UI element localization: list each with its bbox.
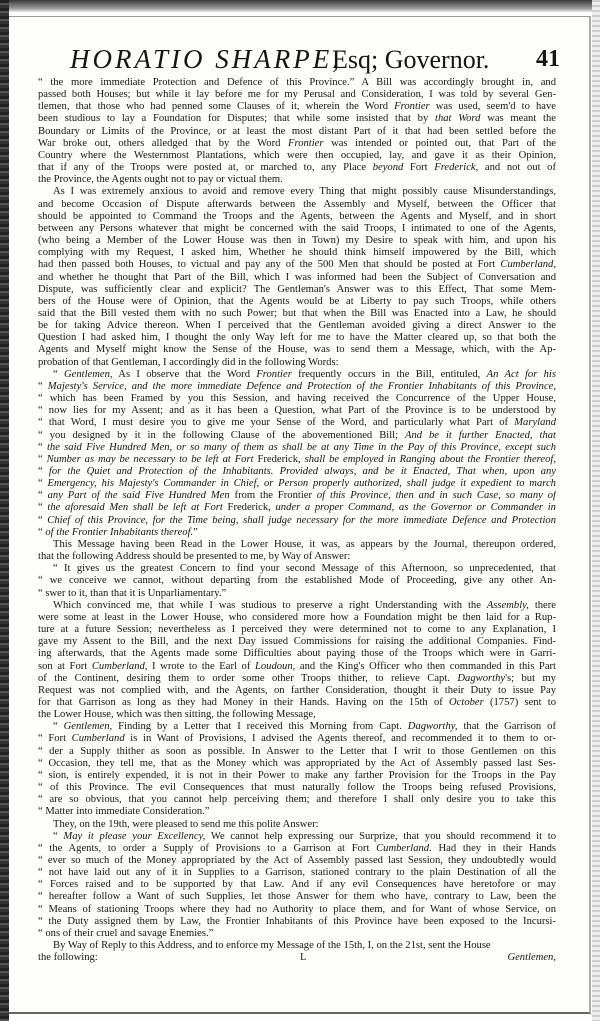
italic-text: Loudoun, xyxy=(254,660,296,672)
italic-text: Frontier xyxy=(394,101,430,113)
italic-text: that Word xyxy=(435,113,481,125)
italic-text: Majesty's Service, and the more immediate Defence and Protection of the Frontier Inhabitants of this Province, xyxy=(47,380,556,392)
text-line xyxy=(38,381,556,393)
text-line xyxy=(38,211,556,223)
scan-edge-right xyxy=(592,0,600,1021)
italic-text: Gentlemen, xyxy=(64,368,113,380)
paragraphs xyxy=(38,77,556,952)
italic-text: Cumberland. xyxy=(376,842,432,854)
text-line xyxy=(38,746,556,758)
running-header xyxy=(70,44,560,78)
text-segment: that if any of the Troops were posted at, or marched to, any Place xyxy=(38,162,373,174)
page-number: 41 xyxy=(536,46,560,72)
paragraph xyxy=(38,600,556,722)
text-segment: By Way of Reply to this Address, and to enforce my Message of the 15th, I, on the 21st, sent the House xyxy=(53,940,491,952)
text-segment: Question I had asked him, I thought the only Way left for me to have the Matter cleared up, so that both the xyxy=(38,332,556,344)
text-line xyxy=(38,758,556,770)
text-line xyxy=(38,442,556,454)
text-line xyxy=(38,332,556,344)
text-segment: gave my Assent to the Bill, and the next Day issued Commissions for raising the additional Companies. Find- xyxy=(38,636,556,648)
text-segment: and become Occasion of Dispute afterwards between the Assembly and Myself, between the Officer that xyxy=(38,198,556,210)
paragraph xyxy=(38,721,556,818)
text-line xyxy=(38,794,556,806)
header-name: HORATIO SHARPE, xyxy=(70,44,342,74)
italic-text: October xyxy=(449,696,484,708)
final-line xyxy=(38,952,556,964)
italic-text: Frontier xyxy=(288,137,324,149)
text-segment: “ sion, is entirely expended, it is not in their Power to make any farther Provision for the Troops in the Pay xyxy=(38,769,556,781)
text-segment: Frederick, xyxy=(253,453,305,465)
text-line xyxy=(38,733,556,745)
text-segment: “ now lies for my Assent; and as it has been a Question, what Part of the Province is to be understood by xyxy=(38,405,556,417)
text-segment: “ der a Supply thither as soon as possible. In Answer to the Letter that I writ to those Gentlemen on this xyxy=(38,745,556,757)
text-line xyxy=(38,344,556,356)
italic-text: Cumberland, xyxy=(500,259,556,271)
text-line xyxy=(38,685,556,697)
text-line xyxy=(38,101,556,113)
text-segment: This Message having been Read in the Lower House, it was, as appears by the Journal, thereupon ordered, xyxy=(53,538,556,550)
text-line xyxy=(38,831,556,843)
text-line xyxy=(38,357,556,369)
text-segment: Country where the Westernmost Plantations, which were then occupied, lay, and gave it as their Opinion, xyxy=(38,149,556,161)
italic-text: Cumberland xyxy=(71,733,125,745)
italic-text: under a proper Command, as the Governor or Commander in xyxy=(275,502,556,514)
text-segment: “ xyxy=(38,466,49,477)
paragraph xyxy=(38,539,556,563)
text-segment: “ xyxy=(53,721,64,733)
text-line xyxy=(38,770,556,782)
text-line xyxy=(38,454,556,466)
text-line xyxy=(38,502,556,514)
text-segment: son at Fort xyxy=(38,660,92,672)
text-segment: “ of this Province. The evil Consequences that must naturally follow the Troops being refused Provisions, xyxy=(38,782,556,794)
italic-text: Cumberland, xyxy=(91,660,148,672)
text-segment: “ which has been Framed by you this Session, and having received the Concurrence of the Upper House, xyxy=(38,393,556,405)
text-line xyxy=(38,430,556,442)
italic-text: Number as may be necessary to be left at Fort xyxy=(46,453,254,465)
text-line xyxy=(38,563,556,575)
text-line xyxy=(38,928,556,940)
text-segment: “ Matter into immediate Consideration.” xyxy=(38,806,210,818)
text-line xyxy=(38,138,556,150)
text-line xyxy=(38,575,556,587)
paragraph xyxy=(38,819,556,831)
text-line xyxy=(38,466,556,478)
text-segment: was used, seem'd to have xyxy=(429,101,556,113)
text-segment: between any Persons whatever that might be concerned with the said Troops, I intimated to one of the Agents, xyxy=(38,222,556,234)
paragraph xyxy=(38,563,556,599)
text-segment: “ xyxy=(38,441,47,453)
text-segment: been studious to lay a Foundation for Disputes; that while some insisted that by xyxy=(38,113,436,125)
text-segment: said that the Bill vested them with no such Power; but that when the Bill was Enacted into a Law, he should xyxy=(38,307,556,319)
text-segment: ing afterwards, that the Agents made some Difficulties about paying those of the Troops which were in Garri- xyxy=(38,648,556,660)
text-line xyxy=(38,624,556,636)
text-line xyxy=(38,223,556,235)
text-segment: “ are so obvious, that you cannot help perceiving them; and therefore I shall only desire you to take this xyxy=(38,794,556,806)
text-segment: “ xyxy=(53,368,65,380)
text-segment: the Lower House, which was then sitting, the following Message, xyxy=(38,709,316,721)
text-segment: “ ever so much of the Money appropriated by the Act of Assembly passed last Session, they undoubtedly would xyxy=(38,855,556,866)
text-line xyxy=(38,855,556,867)
catchword: Gentlemen, xyxy=(507,952,556,964)
text-segment: bers of the House were of Opinion, that the Agents would be at Liberty to pay such Troops, while others xyxy=(38,295,556,307)
text-segment: “ Occasion, they tell me, that as the Money which was appropriated by the Act of Assembly passed last Ses- xyxy=(38,757,556,769)
text-segment: was meant the xyxy=(480,113,556,125)
italic-text: of this Province, then and in such Case, so many of xyxy=(316,490,556,502)
text-line xyxy=(38,186,556,198)
text-segment: “ xyxy=(53,830,64,842)
text-line xyxy=(38,259,556,271)
text-segment: probation of that Gentleman, I accordingly did in the following Words: xyxy=(38,356,339,368)
text-line xyxy=(38,709,556,721)
text-line xyxy=(38,235,556,247)
text-segment: We cannot help expressing our Surprize, that you should recommend it to xyxy=(205,830,556,842)
signature-mark: L xyxy=(300,952,307,964)
text-segment: that the Garrison of xyxy=(457,721,556,733)
text-segment: for that Garrison as long as they had Money in their Hands. Having on the 15th of xyxy=(38,696,450,708)
text-segment: “ xyxy=(38,453,47,465)
text-segment: “ It gives us the greatest Concern to find your second Message of this Afternoon, so unprecedented, that xyxy=(53,563,556,575)
text-line xyxy=(38,150,556,162)
text-line xyxy=(38,405,556,417)
text-segment: “ hereafter follow a Want of such Supplies, let those Answer for them who have, contrary to Law, been the xyxy=(38,891,556,903)
text-line xyxy=(38,916,556,928)
italic-text: An Act for his xyxy=(486,368,556,380)
italic-text: shall be employed in Ranging about the Frontier thereof, xyxy=(304,453,556,465)
italic-text: the said Five Hundred Men, or so many of them as shall be at any Time in the Pay of this Province, except such xyxy=(46,441,556,453)
paragraph xyxy=(38,831,556,940)
text-line xyxy=(38,272,556,284)
text-line xyxy=(38,417,556,429)
italic-text: Dagworthy xyxy=(457,672,506,684)
text-segment: As I observe that the Word xyxy=(112,368,257,380)
text-line xyxy=(38,612,556,624)
final-line-text: the following: xyxy=(38,952,98,964)
text-segment: should be appointed to Command the Troops and the Agents, between the Agents and Myself, and in short xyxy=(38,210,556,222)
text-segment: “ xyxy=(38,490,48,502)
text-line xyxy=(38,199,556,211)
text-line xyxy=(38,819,556,831)
text-segment: “ xyxy=(38,478,48,490)
text-segment: tlemen, that those who had penned some Clauses of it, wherein the Word xyxy=(38,101,395,113)
text-line xyxy=(38,247,556,259)
text-segment: Finding by a Letter that I received this Morning from Capt. xyxy=(112,721,408,733)
text-segment: frequently occurs in the Bill, entituled, xyxy=(291,368,487,380)
text-segment: passed both Houses; but while it lay before me for my Perusal and Consideration, I was told by several Gen- xyxy=(38,89,556,101)
text-line xyxy=(38,126,556,138)
italic-text: for the Quiet and Protection of the Inhabitants. Provided always, and be it Enacted, That when, upon any xyxy=(48,466,556,477)
text-segment: ” xyxy=(193,526,198,538)
text-segment: “ Fort xyxy=(38,733,72,745)
text-segment: the Province, the Agents ought not to pay or victual them. xyxy=(38,174,283,186)
text-line xyxy=(38,174,556,186)
text-segment: Boundary or Limits of the Province, or at least the most distant Part of it that had been settled before the xyxy=(38,125,556,137)
text-segment: and not out of xyxy=(478,162,556,174)
text-segment: was intended or pointed out, that Part of the xyxy=(323,137,556,149)
text-line xyxy=(38,320,556,332)
text-line xyxy=(38,661,556,673)
text-line xyxy=(38,369,556,381)
text-segment: Dispute, was sufficiently clear and explicit? The Gentleman's Answer was to this Effect, That some Mem- xyxy=(38,283,556,295)
text-line xyxy=(38,904,556,916)
text-segment: Agents and Myself might know the Sense of the House, was to send them a Message, which, with the Ap- xyxy=(38,344,556,356)
text-segment: be for taking Advice thereon. When I perceived that the Gentleman avoided giving a direct Answer to the xyxy=(38,320,556,332)
text-segment: “ swer to it, than that it is Unparliamentary.” xyxy=(38,587,227,599)
text-segment: War broke out, others alledged that by the Word xyxy=(38,137,288,149)
text-line xyxy=(38,478,556,490)
italic-text: Gentlemen, xyxy=(63,721,113,733)
paragraph xyxy=(38,186,556,368)
scan-edge-left xyxy=(0,0,9,1021)
paragraph xyxy=(38,369,556,539)
text-segment: and whether he thought that Part of the Bill, which I was informed had been the Subject of Conversation and xyxy=(38,271,556,283)
text-line xyxy=(38,162,556,174)
text-segment: Fort xyxy=(403,162,435,174)
text-segment: “ we conceive we cannot, without departing from the established Mode of Proceeding, give any other An- xyxy=(38,575,556,587)
italic-text: Chief of this Province, for the Time being, shall judge necessary for the more immediate Defence and Protection xyxy=(47,514,556,526)
text-segment: “ the more immediate Protection and Defence of this Province.” A Bill was accordingly brought in, and xyxy=(38,77,556,88)
text-segment: that the following Address should be presented to me, by Way of Answer: xyxy=(38,551,351,563)
text-line xyxy=(38,721,556,733)
text-line xyxy=(38,77,556,89)
text-segment: “ xyxy=(38,502,48,514)
italic-text: May it please your Excellency, xyxy=(63,830,206,842)
text-line xyxy=(38,89,556,101)
text-segment: Frederick, xyxy=(222,502,276,514)
text-line xyxy=(38,673,556,685)
text-line xyxy=(38,490,556,502)
text-segment: As I was extremely anxious to avoid and remove every Thing that might possibly cause Misunderstandings, xyxy=(53,186,556,198)
header-title: Esq; Governor. xyxy=(332,45,490,74)
text-segment: I wrote to the Earl of xyxy=(147,660,255,672)
page-body xyxy=(38,77,556,964)
paragraph xyxy=(38,77,556,186)
italic-text: Assembly, xyxy=(486,599,529,611)
text-segment: They, on the 19th, were pleased to send me this polite Answer: xyxy=(53,818,319,830)
text-segment: there xyxy=(528,599,556,611)
text-segment: (who being a Member of the Lower House was then in Town) my Desire to speak with him, and upon his xyxy=(38,235,556,247)
text-line xyxy=(38,648,556,660)
italic-text: of the Frontier Inhabitants thereof. xyxy=(45,526,194,538)
text-segment: “ you designed by it in the following Clause of the abovementioned Bill; xyxy=(38,429,405,441)
text-line xyxy=(38,867,556,879)
text-segment: “ Means of stationing Troops where they had no Authority to place them, and for Want of whose Service, on xyxy=(38,903,556,915)
text-line xyxy=(38,113,556,125)
text-segment: is in Want of Provisions, I advised the Agents thereof, and recommended it to them to or- xyxy=(124,733,556,745)
italic-text: Dagworthy, xyxy=(407,721,458,733)
text-line xyxy=(38,600,556,612)
text-segment: “ not have laid out any of it in Supplies to a Garrison, stationed contrary to the plain Destination of all the xyxy=(38,867,556,879)
text-line xyxy=(38,891,556,903)
text-segment: ture at a future Session; nevertheless as I perceived they were determined not to come to any Explanation, I xyxy=(38,624,556,636)
scan-edge-top xyxy=(0,0,600,12)
text-line xyxy=(38,284,556,296)
italic-text: Emergency, his Majesty's Commander in Chief, or Person properly authorized, shall judge it expedient to march xyxy=(47,478,556,490)
italic-text: beyond xyxy=(372,162,404,174)
text-segment: “ that Word, I must desire you to give me your Sense of the Word, and particularly what Part of xyxy=(38,417,515,429)
text-line xyxy=(38,308,556,320)
paragraph xyxy=(38,940,556,952)
text-line xyxy=(38,551,556,563)
italic-text: any Part of the said Five Hundred Men xyxy=(47,490,230,502)
text-segment: “ ons of their cruel and savage Enemies.” xyxy=(38,927,214,939)
italic-text: the aforesaid Men shall be left at Fort xyxy=(47,502,223,514)
text-segment: 's; but my xyxy=(505,672,556,684)
italic-text: Frontier xyxy=(256,368,292,380)
text-segment: (1757) sent to xyxy=(483,696,556,708)
text-segment: complying with my Request, I asked him, Whether he should think himself impowered by the Bill, which xyxy=(38,247,556,259)
italic-text: Frederick, xyxy=(434,162,479,174)
text-line xyxy=(38,782,556,794)
text-line xyxy=(38,527,556,539)
text-segment: “ xyxy=(38,380,48,392)
text-segment: “ xyxy=(38,526,46,538)
text-segment: from the Frontier xyxy=(229,490,317,502)
text-line xyxy=(38,806,556,818)
text-line xyxy=(38,515,556,527)
text-segment: Had they in their Hands xyxy=(431,842,556,854)
text-segment: “ the Duty assigned them by Law, the Frontier Inhabitants of this Province have been exposed to the Incursi- xyxy=(38,915,556,927)
text-segment: had then passed both Houses, to victual and pay any of the 500 Men that should be posted at Fort xyxy=(38,259,501,271)
text-segment: were some at least in the Lower House, who considered more how a Foundation might be then laid for a Rup- xyxy=(38,611,556,623)
text-line xyxy=(38,879,556,891)
text-line xyxy=(38,940,556,952)
italic-text: And be it further Enacted, that xyxy=(404,429,556,441)
text-segment: Request was not complied with, and the Agents, on farther Consideration, thought it their Duty to issue Pay xyxy=(38,684,556,696)
text-line xyxy=(38,588,556,600)
text-line xyxy=(38,843,556,855)
text-segment: of the Continent, desiring them to order some other Troops thither, to relieve Capt. xyxy=(38,672,458,684)
text-line xyxy=(38,697,556,709)
italic-text: Maryland xyxy=(514,417,556,429)
text-line xyxy=(38,636,556,648)
text-segment: “ the Agents, to order a Supply of Provisions to a Garrison at Fort xyxy=(38,842,377,854)
text-segment: Which convinced me, that while I was studious to preserve a right Understanding with the xyxy=(53,599,487,611)
text-segment: “ xyxy=(38,514,48,526)
text-line xyxy=(38,393,556,405)
text-line xyxy=(38,539,556,551)
text-segment: “ Forces raised and to be supported by that Law. And if any evil Consequences have heretofore or may xyxy=(38,879,556,891)
text-line xyxy=(38,296,556,308)
text-segment: and the King's Officer who then commanded in this Part xyxy=(295,660,556,672)
